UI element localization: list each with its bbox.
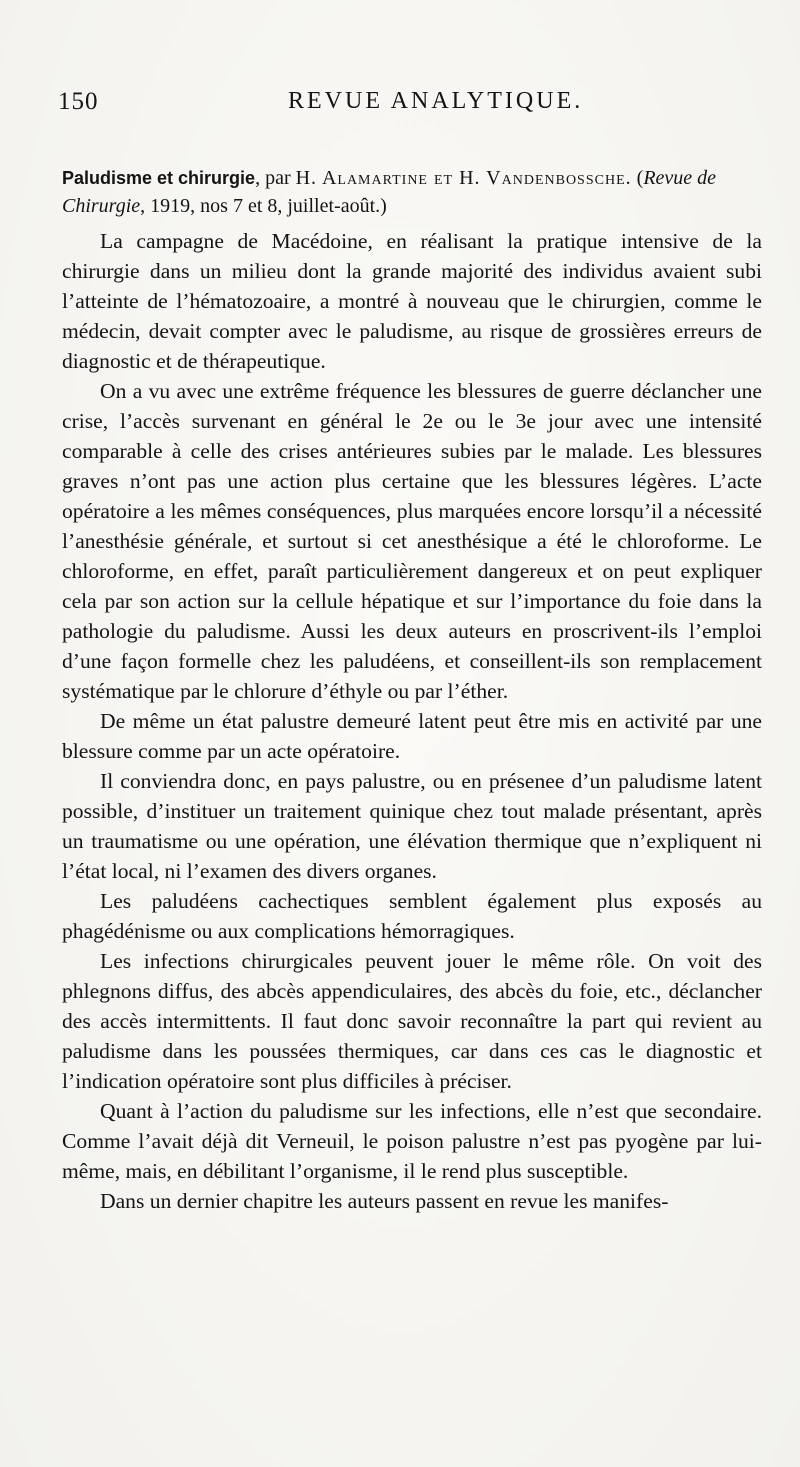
body-paragraph: On a vu avec une extrême fréquence les blessures de guerre déclancher une crise, l’accès survenant en général le 2e ou le 3e jour avec une intensité comparable à celle des crises antérieures subies par le malade. Les blessures graves n’ont pas une action plus certaine que les blessures légères. L’acte opératoire a les mêmes conséquences, plus marquées encore lorsqu’il a nécessité l’anesthésie générale, et surtout si cet anesthésique a été le chloroforme. Le chloroforme, en effet, paraît particulièrement dangereux et on peut expliquer cela par son action sur la cellule hépatique et sur l’importance du foie dans la pathologie du paludisme. Aussi les deux auteurs en proscrivent-ils l’emploi d’une façon formelle chez les paludéens, et conseillent-ils son remplacement systématique par le chlorure d’éthyle ou par l’éther. xyxy=(62,379,762,703)
body-paragraph: Il conviendra donc, en pays palustre, ou en présenee d’un paludisme latent possible, d’instituer un traitement quinique chez tout malade présentant, après un traumatisme ou une opération, une élévation thermique que n’expliquent ni l’état local, ni l’examen des divers organes. xyxy=(62,769,762,883)
body-paragraph: Dans un dernier chapitre les auteurs passent en revue les manifes- xyxy=(100,1189,669,1213)
article-body xyxy=(62,226,762,1216)
body-paragraph: Les paludéens cachectiques semblent également plus exposés au phagédénisme ou aux complications hémorragiques. xyxy=(62,889,762,943)
running-title: REVUE ANALYTIQUE. xyxy=(288,88,584,114)
running-head xyxy=(58,88,760,128)
page-number: 150 xyxy=(58,88,99,115)
journal-name: Revue de Chirurgie xyxy=(62,167,717,217)
body-paragraph: La campagne de Macédoine, en réalisant la pratique intensive de la chirurgie dans un milieu dont la grande majorité des individus avaient subi l’atteinte de l’hématozoaire, a montré à nouveau que le chirurgien, comme le médecin, devait compter avec le paludisme, au risque de grossières erreurs de diagnostic et de thérapeutique. xyxy=(62,229,762,373)
article-citation xyxy=(62,164,762,220)
citation-source-open: ( xyxy=(631,167,644,189)
body-paragraph: Les infections chirurgicales peuvent jouer le même rôle. On voit des phlegnons diffus, des abcès appendiculaires, des abcès du foie, etc., déclancher des accès intermittents. Il faut donc savoir reconnaître la part qui revient au paludisme dans les poussées thermiques, car dans ces cas le diagnostic et l’indication opératoire sont plus difficiles à préciser. xyxy=(62,949,762,1093)
body-paragraph: De même un état palustre demeuré latent peut être mis en activité par une blessure comme par un acte opératoire. xyxy=(62,709,762,763)
article-title: Paludisme et chirurgie xyxy=(62,168,256,188)
article-authors: H. Alamartine et H. Vandenbossche. xyxy=(295,167,632,189)
citation-by: , par xyxy=(255,167,291,189)
citation-details: , 1919, nos 7 et 8, juillet-août.) xyxy=(140,195,387,217)
body-paragraph: Quant à l’action du paludisme sur les infections, elle n’est que secondaire. Comme l’avait déjà dit Verneuil, le poison palustre n’est pas pyogène par lui-même, mais, en débilitant l’organisme, il le rend plus susceptible. xyxy=(62,1099,762,1183)
